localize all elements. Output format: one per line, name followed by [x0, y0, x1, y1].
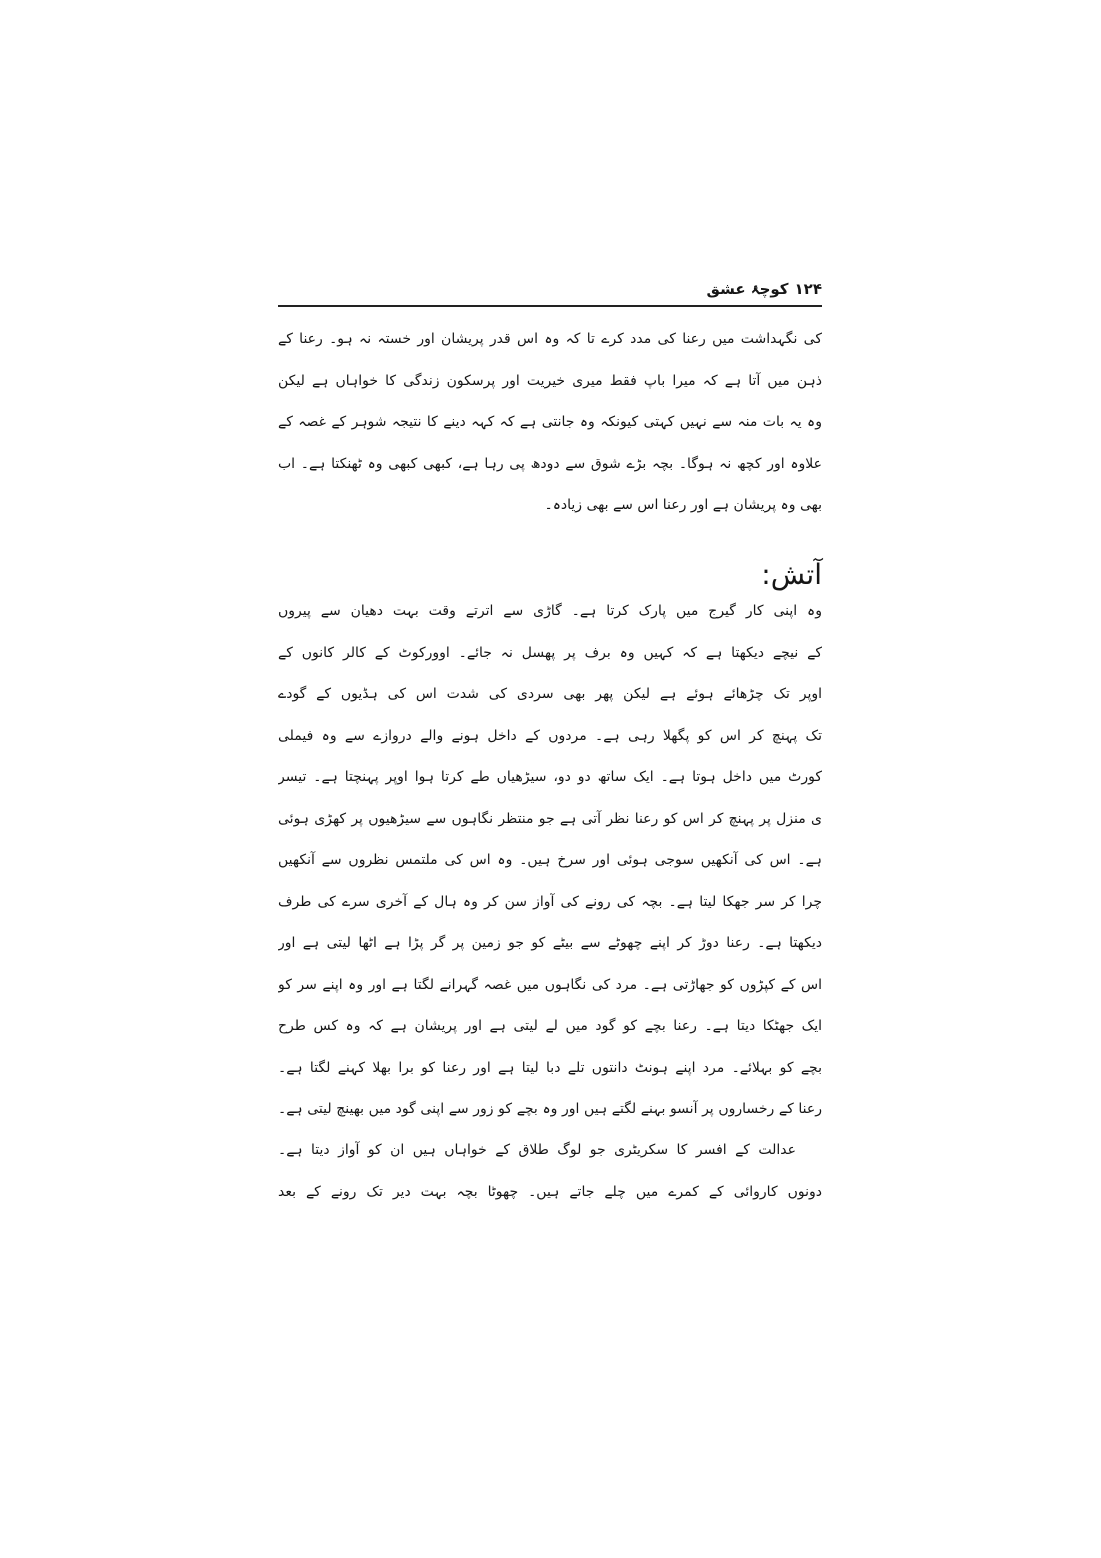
text-line: اس کے کپڑوں کو جھاڑتی ہے۔ مرد کی نگاہوں میں غصہ گہرانے لگتا ہے اور وہ اپنے سر کو — [278, 976, 822, 993]
paragraph — [278, 591, 822, 1131]
text-line: رعنا کے رخساروں پر آنسو بہنے لگتے ہیں اور وہ بچے کو زور سے اپنی گود میں بھینچ لیتی ہے۔ — [278, 1101, 822, 1117]
text-line: اوپر تک چڑھائے ہوئے ہے لیکن پھر بھی سردی کی شدت اس کی ہڈیوں کے گودے — [278, 686, 822, 702]
text-line: بچے کو بہلائے۔ مرد اپنے ہونٹ دانتوں تلے دبا لیتا ہے اور رعنا کو برا بھلا کہنے لگتا ہے۔ — [278, 1059, 822, 1076]
text-line: کورٹ میں داخل ہوتا ہے۔ ایک ساتھ دو دو، سیڑھیاں طے کرتا ہوا اوپر پہنچتا ہے۔ تیسر — [278, 769, 822, 785]
text-line: دیکھتا ہے۔ رعنا دوڑ کر اپنے چھوٹے سے بیٹے کو جو زمین پر گر پڑا ہے اٹھا لیتی ہے اور — [278, 935, 822, 951]
running-header — [278, 276, 822, 302]
text-line: ہے۔ اس کی آنکھیں سوجی ہوئی اور سرخ ہیں۔ وہ اس کی ملتمس نظروں سے آنکھیں — [278, 852, 822, 868]
text-line: کی نگہداشت میں رعنا کی مدد کرے تا کہ وہ اس قدر پریشان اور خستہ نہ ہو۔ رعنا کے — [278, 331, 822, 347]
text-line: بھی وہ پریشان ہے اور رعنا اس سے بھی زیادہ۔ — [544, 497, 822, 513]
paragraph — [278, 319, 822, 527]
text-line: وہ یہ بات منہ سے نہیں کہتی کیونکہ وہ جانتی ہے کہ کہہ دینے کا نتیجہ شوہر کے غصہ کے — [278, 414, 822, 430]
header-rule — [278, 305, 822, 307]
page-number: ۱۲۴ — [794, 280, 822, 298]
text-line: کے نیچے دیکھتا ہے کہ کہیں وہ برف پر پھسل نہ جائے۔ اوورکوٹ کے کالر کانوں کے — [278, 644, 822, 661]
text-line: تک پہنچ کر اس کو پگھلا رہی ہے۔ مردوں کے داخل ہونے والے دروازے سے وہ فیملی — [278, 727, 822, 744]
text-line: دونوں کاروائی کے کمرے میں چلے جاتے ہیں۔ چھوٹا بچہ بہت دیر تک رونے کے بعد — [278, 1183, 822, 1200]
text-line: علاوہ اور کچھ نہ ہوگا۔ بچہ بڑے شوق سے دودھ پی رہا ہے، کبھی کبھی وہ ٹھنکتا ہے۔ اب — [278, 455, 822, 472]
text-line: وہ اپنی کار گیرج میں پارک کرتا ہے۔ گاڑی سے اترتے وقت بہت دھیان سے پیروں — [278, 603, 822, 619]
text-line: چرا کر سر جھکا لیتا ہے۔ بچہ کی رونے کی آواز سن کر وہ ہال کے آخری سرے کی طرف — [278, 893, 822, 910]
text-line: ذہن میں آتا ہے کہ میرا باپ فقط میری خیریت اور پرسکون زندگی کا خواہاں ہے لیکن — [278, 372, 822, 389]
book-title: کوچۂ عشق — [706, 280, 789, 298]
text-line: ایک جھٹکا دیتا ہے۔ رعنا بچے کو گود میں لے لیتی ہے اور پریشان ہے کہ وہ کس طرح — [278, 1018, 822, 1034]
text-line: عدالت کے افسر کا سکریٹری جو لوگ طلاق کے خواہاں ہیں ان کو آواز دیتا ہے۔ — [278, 1142, 796, 1158]
section-heading: آتش: — [761, 558, 822, 591]
paragraph — [278, 1130, 822, 1213]
text-line: ی منزل پر پہنچ کر اس کو رعنا نظر آتی ہے جو منتظر نگاہوں سے سیڑھیوں پر کھڑی ہوئی — [278, 810, 822, 827]
